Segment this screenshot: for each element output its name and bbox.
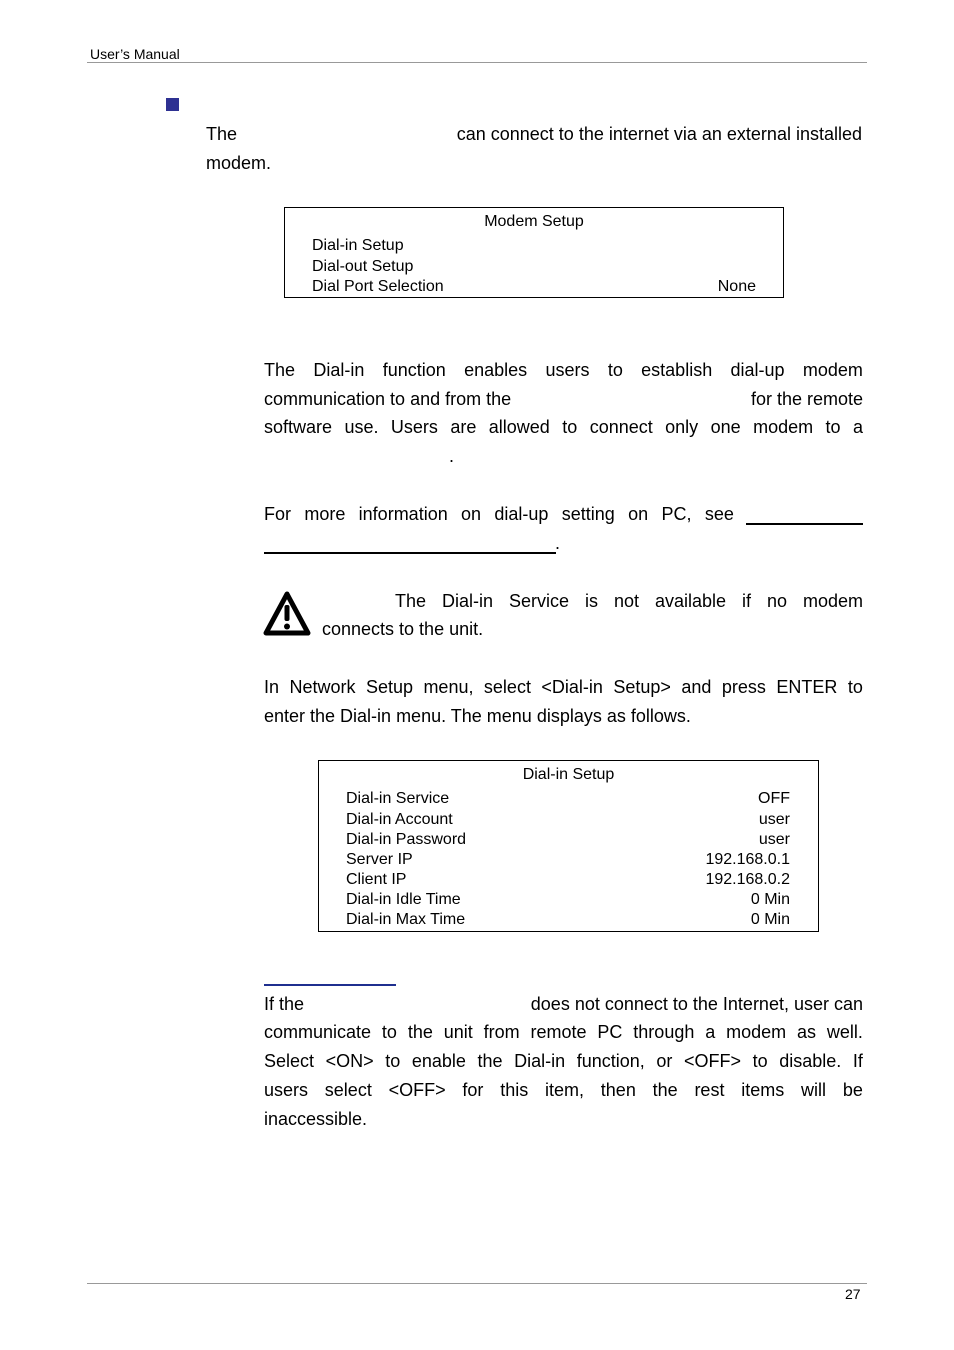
intro-line1-start: The bbox=[206, 124, 238, 144]
header-rule bbox=[87, 62, 867, 63]
menu-item-value: 0 Min bbox=[750, 911, 790, 928]
menu-item-label: Client IP bbox=[346, 871, 407, 888]
dialin-intro-line3: software use. Users are allowed to connect only one modem to a bbox=[264, 417, 863, 437]
dialin-intro-line1: The Dial-in function enables users to establish dial-up modem bbox=[264, 360, 863, 380]
note-line2: connects to the unit. bbox=[322, 619, 484, 639]
menu-item-label: Dial-in Service bbox=[346, 790, 450, 807]
dialin-menu-row[interactable] bbox=[346, 871, 790, 889]
menu-item-label: Server IP bbox=[346, 851, 413, 868]
modem-menu-row[interactable] bbox=[312, 278, 756, 296]
warning-icon bbox=[262, 590, 312, 638]
dialin-menu-row[interactable] bbox=[346, 891, 790, 909]
footer-rule bbox=[87, 1283, 867, 1284]
menu-item-value: user bbox=[758, 811, 790, 828]
menu-item-value: OFF bbox=[758, 790, 790, 807]
menu-item-value: 192.168.0.1 bbox=[705, 851, 790, 868]
intro-line1-end: can connect to the internet via an external installed bbox=[456, 124, 862, 144]
menu-item-label: Dial-in Idle Time bbox=[346, 891, 461, 908]
dialin-menu-row[interactable] bbox=[346, 911, 790, 929]
menu-item-label: Dial-out Setup bbox=[312, 258, 414, 275]
menu-item-label: Dial-in Max Time bbox=[346, 911, 466, 928]
menu-item-label: Dial Port Selection bbox=[312, 278, 444, 295]
nav-text-line2: enter the Dial-in menu. The menu displays as follows. bbox=[264, 706, 691, 726]
menu-item-value: None bbox=[717, 278, 756, 295]
reference-link-underline[interactable] bbox=[746, 523, 863, 525]
section-bullet-icon bbox=[166, 98, 179, 111]
modem-menu-row[interactable] bbox=[312, 258, 756, 276]
service-text-line1-start: If the bbox=[264, 994, 305, 1014]
service-text-line2: communicate to the unit from remote PC through a modem as well. bbox=[264, 1022, 863, 1042]
dialin-menu-title: Dial-in Setup bbox=[522, 766, 615, 783]
menu-item-value: 0 Min bbox=[750, 891, 790, 908]
more-info-line2: . bbox=[555, 533, 561, 553]
subsection-heading-underline bbox=[264, 984, 396, 986]
dialin-intro-line2-end: for the remote bbox=[750, 389, 863, 409]
menu-item-label: Dial-in Setup bbox=[312, 237, 404, 254]
dialin-menu-row[interactable] bbox=[346, 811, 790, 829]
modem-setup-menu bbox=[284, 207, 784, 298]
service-text-line5: inaccessible. bbox=[264, 1109, 368, 1129]
nav-text-line1: In Network Setup menu, select <Dial-in Setup> and press ENTER to bbox=[264, 677, 863, 697]
service-text-line4: users select <OFF> for this item, then the rest items will be bbox=[264, 1080, 863, 1100]
menu-item-value: user bbox=[758, 831, 790, 848]
dialin-intro-line2-start: communication to and from the bbox=[264, 389, 512, 409]
menu-item-label: Dial-in Account bbox=[346, 811, 453, 828]
more-info-line1: For more information on dial-up setting on PC, see bbox=[264, 504, 734, 524]
intro-line2: modem. bbox=[206, 153, 272, 173]
service-text-line1-end: does not connect to the Internet, user can bbox=[530, 994, 863, 1014]
menu-item-value: 192.168.0.2 bbox=[705, 871, 790, 888]
reference-link-underline[interactable] bbox=[264, 552, 556, 554]
menu-item-label: Dial-in Password bbox=[346, 831, 467, 848]
dialin-menu-row[interactable] bbox=[346, 851, 790, 869]
note-line1: The Dial-in Service is not available if no modem bbox=[395, 591, 863, 611]
modem-menu-row[interactable] bbox=[312, 237, 756, 255]
dialin-setup-menu bbox=[318, 760, 819, 932]
dialin-menu-row[interactable] bbox=[346, 831, 790, 849]
dialin-menu-row[interactable] bbox=[346, 790, 790, 808]
page-number: 27 bbox=[845, 1286, 861, 1302]
service-text-line3: Select <ON> to enable the Dial-in function, or <OFF> to disable. If bbox=[264, 1051, 863, 1071]
dialin-intro-line4: . bbox=[449, 446, 455, 466]
modem-menu-title: Modem Setup bbox=[484, 213, 584, 230]
header-title: User’s Manual bbox=[90, 46, 180, 62]
